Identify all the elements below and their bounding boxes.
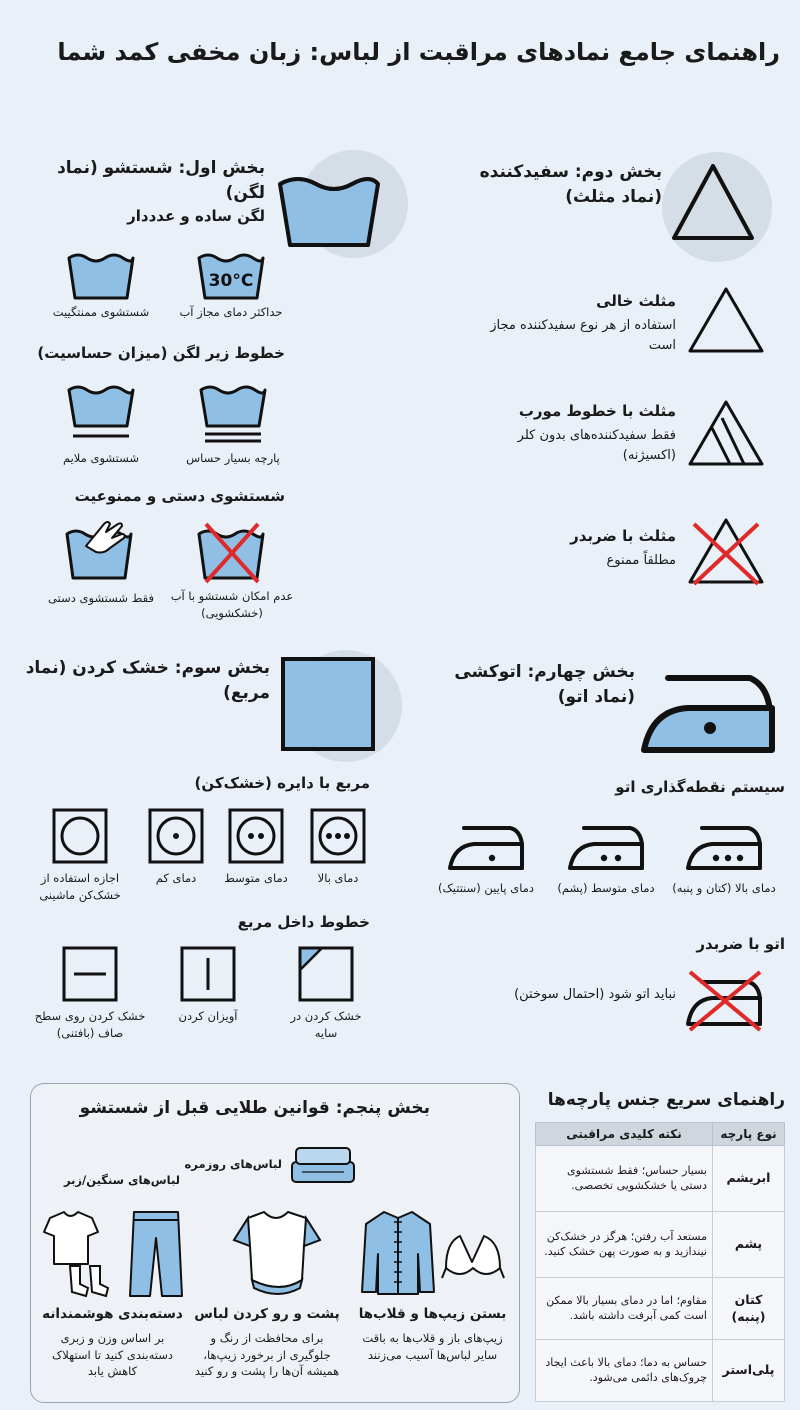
iron-high-icon [684,820,764,872]
dry-lines-title: خطوط داخل مربع [237,913,370,931]
fabric-table [535,1122,785,1402]
triangle-empty-desc: استفاده از هر نوع سفیدکننده مجاز است [490,318,676,353]
triangle-cross-title: مثلث با ضربدر [570,527,676,545]
fabric-note: مستعد آب رفتن؛ هرگز در خشک‌کن نیندازید و به صورت پهن خشک کنید. [536,1212,713,1278]
sort-title: دسته‌بندی هوشمندانه [42,1306,183,1322]
dry-high-caption: دمای بالا [317,871,359,885]
iron-cross-icon [684,968,764,1032]
bleach-heading: بخش دوم: سفیدکننده (نماد مثلث) [479,162,662,207]
triangle-cross-desc: مطلقاً ممنوع [606,553,676,568]
table-row [536,1340,785,1402]
wash-basic-title: لگن ساده و عدددار [127,207,265,225]
iron-low-icon [446,820,526,872]
temp-label: 30°C [208,271,254,291]
hand-wash-caption: فقط شستشوی دستی [48,591,154,605]
rules-heading: بخش پنجم: قوانین طلایی قبل از شستشو [79,1098,430,1118]
iron-heading: بخش چهارم: اتوکشی (نماد اتو) [454,662,635,707]
dry-heading: بخش سوم: خشک کردن (نماد مربع) [25,658,270,703]
inside-out-desc: برای محافظت از رنگ و جلوگیری از برخورد زیپ‌ها، همیشه آن‌ها را پشت و رو کنید [194,1331,340,1379]
everyday-label: لباس‌های روزمره [184,1157,282,1171]
iron-icon [638,660,778,760]
col-fabric-type: نوع پارچه [713,1123,785,1146]
fabric-table-wrap [535,1122,785,1402]
tumble-dry-allowed-icon [52,808,108,864]
triangle-empty-icon [686,285,766,355]
tumble-dry-high-icon [310,808,366,864]
sort-desc: بر اساس وزن و زبری دسته‌بندی کنید تا استهلاک کاهش یابد [52,1331,173,1379]
iron-dots-title: سیستم نقطه‌گذاری اتو [615,778,785,796]
triangle-diagonal-icon [686,398,766,468]
max-temp-caption: حداکثر دمای مجاز آب [179,305,283,319]
fabric-type: ابریشم [713,1146,785,1212]
table-row [536,1278,785,1340]
col-care-note: نکته کلیدی مراقبتی [536,1123,713,1146]
dry-medium-caption: دمای متوسط [224,871,288,885]
no-wash-icon [196,520,268,582]
square-icon [280,656,376,752]
hang-dry-caption: آویزان کردن [178,1009,238,1023]
fabric-note: بسیار حساس؛ فقط شستشوی دستی یا خشکشویی تخصصی. [536,1146,713,1212]
inside-out-title: پشت و رو کردن لباس [194,1306,340,1322]
hand-wash-icon [64,516,138,582]
folded-clothes-icon [288,1142,358,1188]
washtub-very-delicate-icon [198,380,268,446]
iron-medium-caption: دمای متوسط (پشم) [557,881,655,895]
flat-dry-caption: خشک کردن روی سطح صاف (بافتنی) [34,1009,146,1040]
triangle-icon [668,160,758,244]
gentle-caption: شستشوی ملایم [62,451,140,465]
no-wash-caption: عدم امکان شستشو با آب (خشکشویی) [170,589,294,620]
iron-cross-title: اتو با ضربدر [696,935,785,953]
zip-desc: زیپ‌های باز و قلاب‌ها به باقت سایر لباس‌ها آسیب می‌زنند [362,1331,503,1362]
dry-circle-title: مربع با دایره (خشک‌کن) [194,774,370,792]
flat-dry-icon [62,946,118,1002]
washtub-gentle-icon [66,380,136,446]
zip-jacket-icon [360,1208,436,1298]
bra-icon [440,1232,506,1288]
triangle-diagonal-desc: فقط سفیدکننده‌های بدون کلر (اکسیژنه) [517,428,676,463]
fabric-note: حساس به دما؛ دمای بالا باعث ایجاد چروک‌های دائمی می‌شود. [536,1340,713,1402]
table-row [536,1212,785,1278]
jeans-icon [126,1208,186,1300]
fabric-note: مقاوم؛ اما در دمای بسیار بالا ممکن است کمی آبرفت داشته باشد. [536,1278,713,1340]
fabric-type: پلی‌استر [713,1340,785,1402]
washtub-icon [268,160,388,250]
triangle-diagonal-title: مثلث با خطوط مورب [518,402,676,420]
zip-title: بستن زیپ‌ها و قلاب‌ها [358,1306,507,1322]
iron-cross-desc: نباید اتو شود (احتمال سوختن) [514,987,676,1002]
dry-low-caption: دمای کم [155,871,197,885]
fabric-type: کتان (پنبه) [713,1278,785,1340]
heavy-label: لباس‌های سنگین/زبر [63,1173,180,1187]
iron-high-caption: دمای بالا (کتان و پنبه) [672,881,776,895]
tumble-dry-low-icon [148,808,204,864]
washtub-30-icon [196,248,266,300]
triangle-empty-title: مثلث خالی [596,292,676,310]
dry-shade-icon [298,946,354,1002]
iron-medium-icon [566,820,646,872]
tumble-dry-medium-icon [228,808,284,864]
machine-wash-caption: شستشوی ممنتگییت [52,305,150,319]
washtub-machine-icon [66,248,136,300]
wash-hand-title: شستشوی دستی و ممنوعیت [74,487,285,505]
dry-shade-caption: خشک کردن در سایه [290,1009,362,1040]
wash-heading: بخش اول: شستشو (نماد لگن) [57,158,265,203]
table-row [536,1146,785,1212]
fabric-type: پشم [713,1212,785,1278]
inside-out-shirt-icon [230,1210,324,1296]
hang-dry-icon [180,946,236,1002]
very-delicate-caption: پارچه بسیار حساس [186,451,280,465]
tshirt-socks-icon [40,1208,120,1298]
page-title: راهنمای جامع نمادهای مراقبت از لباس: زبان مخفی کمد شما [57,38,780,66]
fabric-heading: راهنمای سریع جنس پارچه‌ها [547,1090,785,1110]
triangle-cross-icon [686,516,766,586]
wash-lines-title: خطوط زیر لگن (میزان حساسیت) [37,344,285,362]
dry-allowed-caption: اجازه استفاده از خشک‌کن ماشینی [39,871,121,902]
iron-low-caption: دمای پایین (سنتتیک) [437,881,534,895]
